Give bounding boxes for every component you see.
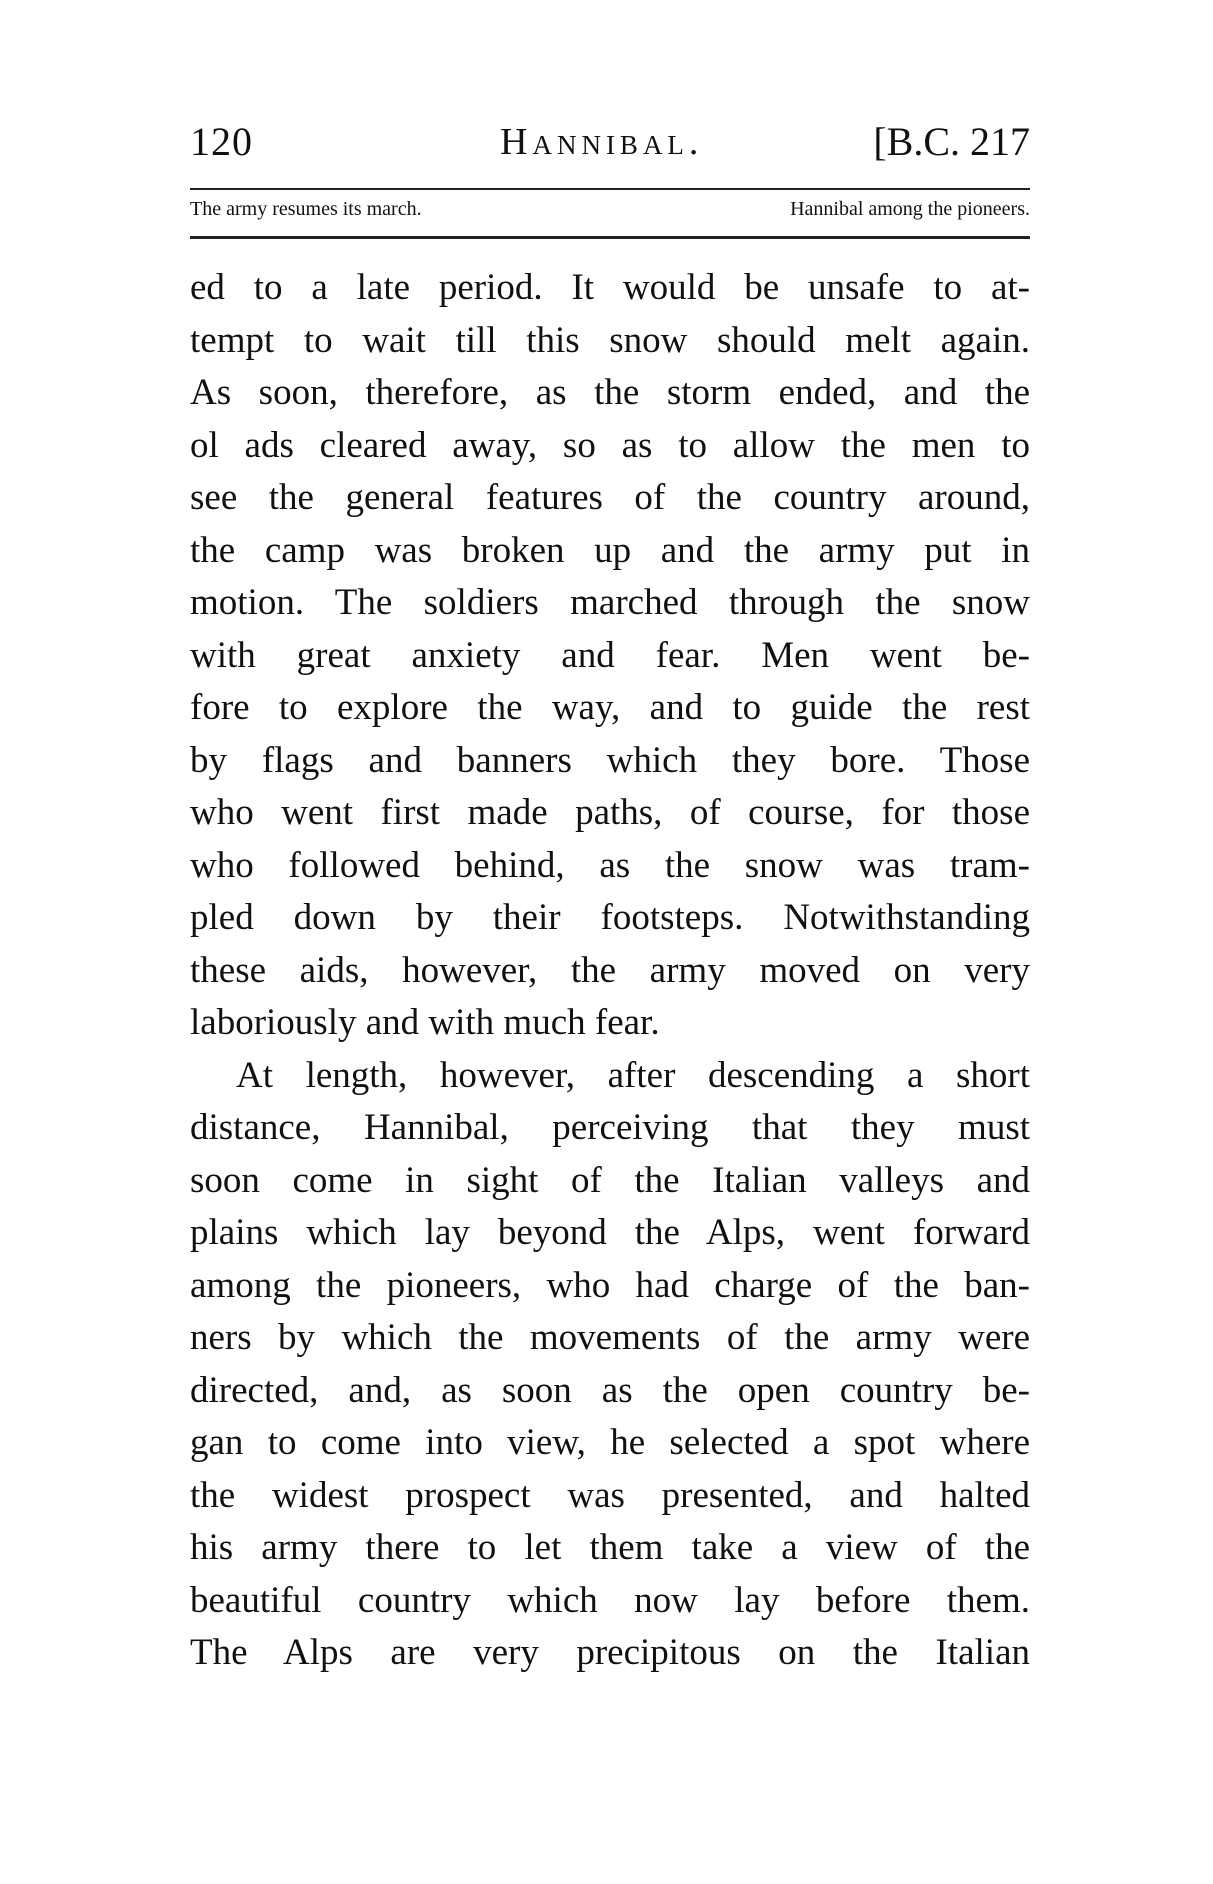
sidenote-right: Hannibal among the pioneers.	[790, 198, 1030, 220]
date-reference: [B.C. 217	[873, 119, 1030, 164]
text-line: see the general features of the country around,	[190, 477, 1030, 518]
running-head	[190, 118, 1030, 174]
paragraph-1	[190, 262, 1030, 1050]
text-line: The Alps are very precipitous on the Italian	[190, 1632, 1030, 1673]
text-line: fore to explore the way, and to guide the rest	[190, 687, 1030, 728]
text-line: these aids, however, the army moved on very	[190, 949, 1030, 991]
text-line: ol ads cleared away, so as to allow the men to	[190, 424, 1030, 466]
text-line: ners by which the movements of the army were	[190, 1317, 1030, 1358]
sidenote-left: The army resumes its march.	[190, 198, 422, 220]
text-line: the camp was broken up and the army put in	[190, 529, 1030, 571]
text-line: by flags and banners which they bore. Those	[190, 739, 1030, 781]
text-line: the widest prospect was presented, and halted	[190, 1474, 1030, 1516]
text-line: tempt to wait till this snow should melt again.	[190, 319, 1030, 361]
body-text	[190, 262, 1030, 1680]
text-line: beautiful country which now lay before them.	[190, 1579, 1030, 1621]
sidenotes	[190, 198, 1030, 228]
page-number: 120	[190, 119, 253, 164]
header-rule-top	[190, 188, 1030, 190]
text-line: laboriously and with much fear.	[190, 1002, 660, 1043]
text-line: his army there to let them take a view of the	[190, 1527, 1030, 1568]
text-line: among the pioneers, who had charge of the ban-	[190, 1264, 1030, 1306]
text-line: directed, and, as soon as the open country be-	[190, 1369, 1030, 1411]
text-line: distance, Hannibal, perceiving that they must	[190, 1107, 1030, 1148]
text-line: soon come in sight of the Italian valleys and	[190, 1159, 1030, 1201]
text-line: gan to come into view, he selected a spot where	[190, 1422, 1030, 1463]
text-line: who followed behind, as the snow was tram-	[190, 844, 1030, 886]
text-line: plains which lay beyond the Alps, went forward	[190, 1212, 1030, 1253]
text-line: pled down by their footsteps. Notwithstanding	[190, 897, 1030, 938]
text-line: ed to a late period. It would be unsafe to at-	[190, 267, 1030, 308]
book-title: Hannibal.	[500, 121, 704, 163]
text-line: motion. The soldiers marched through the snow	[190, 582, 1030, 623]
header-rule-bottom	[190, 236, 1030, 239]
text-line: who went first made paths, of course, for those	[190, 792, 1030, 833]
paragraph-2	[190, 1050, 1030, 1680]
text-line: At length, however, after descending a short	[236, 1054, 1030, 1096]
text-line: with great anxiety and fear. Men went be-	[190, 634, 1030, 676]
text-line: As soon, therefore, as the storm ended, and the	[190, 372, 1030, 413]
